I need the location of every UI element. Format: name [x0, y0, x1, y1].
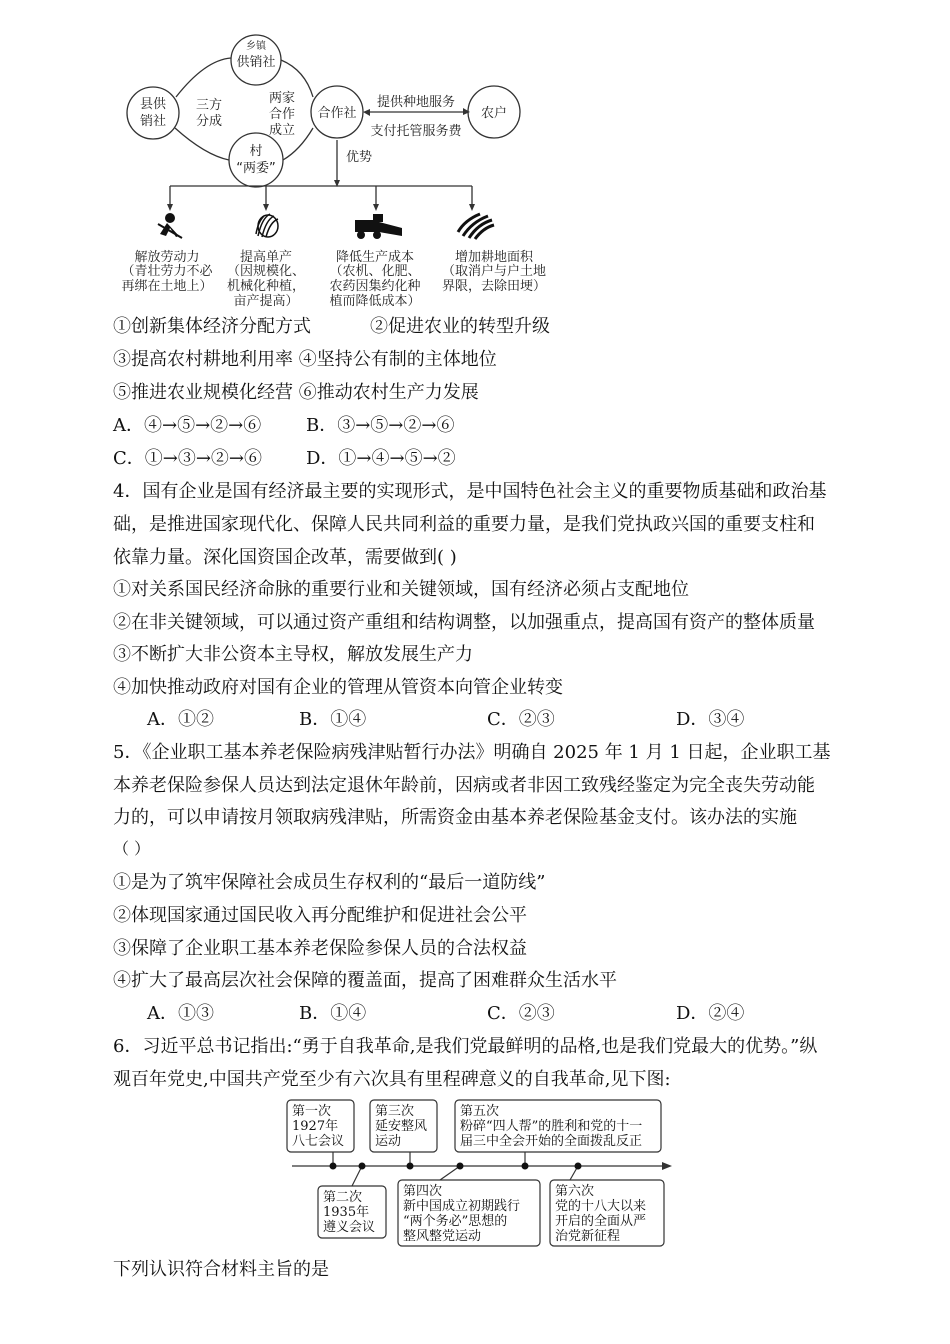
adv1-title: 解放劳动力 — [134, 250, 200, 265]
adv2-title: 提高单产 — [239, 250, 293, 265]
timeline-5-b: 粉碎“四人帮”的胜利和党的十一 — [460, 1119, 643, 1134]
q3-option-a[interactable]: A．④→⑤→②→⑥ — [113, 415, 262, 436]
machine-icon — [355, 214, 402, 239]
q4-option-b[interactable]: B．①④ — [299, 709, 367, 730]
q4-statement-4: ④加快推动政府对国有企业的管理从管资本向管企业转变 — [113, 677, 563, 698]
timeline-4-b: 新中国成立初期践行 — [403, 1199, 521, 1214]
q4-statement-1: ①对关系国民经济命脉的重要行业和关键领域，国有经济必须占支配地位 — [113, 579, 689, 600]
timeline-3-c: 运动 — [375, 1134, 402, 1149]
timeline-arrow — [662, 1162, 672, 1170]
farmland-icon — [458, 214, 494, 239]
q3-statement-2: ②促进农业的转型升级 — [370, 316, 550, 337]
adv3-line2: 农药因集约化种 — [329, 279, 421, 294]
timeline-dot-2 — [359, 1163, 366, 1170]
timeline-dot-3 — [407, 1163, 414, 1170]
town-label: 供销社 — [236, 55, 276, 70]
q3-statement-3: ③提高农村耕地利用率 ④坚持公有制的主体地位 — [113, 349, 497, 370]
timeline-6-d: 治党新征程 — [555, 1229, 621, 1244]
q6-prompt: 下列认识符合材料主旨的是 — [113, 1259, 329, 1280]
grain-icon — [256, 214, 278, 237]
timeline-4-d: 整风整党运动 — [403, 1229, 482, 1244]
farmer-label: 农户 — [480, 106, 508, 121]
q4-statement-2: ②在非关键领域，可以通过资产重组和结构调整，以加强重点，提高国有资产的整体质量 — [113, 612, 815, 633]
county-coop-node — [127, 87, 179, 139]
adv4-line1: （取消户与户土地 — [441, 264, 547, 279]
timeline-3-b: 延安整风 — [375, 1119, 428, 1134]
adv3-line3: 植而降低成本） — [329, 294, 421, 309]
worker-icon — [158, 213, 182, 238]
three-party-2: 分成 — [195, 114, 223, 129]
q5-statement-2: ②体现国家通过国民收入再分配维护和促进社会公平 — [113, 905, 527, 926]
two-party-3: 成立 — [268, 123, 296, 138]
timeline-dot-5 — [522, 1163, 529, 1170]
q4-option-c[interactable]: C．②③ — [487, 709, 555, 730]
q5-statement-3: ③保障了企业职工基本养老保险参保人员的合法权益 — [113, 938, 527, 959]
timeline-5-c: 届三中全会开始的全面拨乱反正 — [460, 1134, 643, 1149]
timeline-1-c: 八七会议 — [292, 1134, 345, 1149]
adv3-line1: （农机、化肥、 — [329, 264, 421, 279]
q5-stem-2: 本养老保险参保人员达到法定退休年龄前，因病或者非因工致残经鉴定为完全丧失劳动能 — [113, 775, 815, 796]
adv3-title: 降低生产成本 — [335, 250, 415, 265]
two-party-1: 两家 — [268, 91, 296, 106]
timeline-4-a: 第四次 — [403, 1184, 443, 1199]
q3-option-b[interactable]: B．③→⑤→②→⑥ — [306, 415, 455, 436]
timeline-2-c: 遵义会议 — [323, 1220, 376, 1235]
q6-stem-2: 观百年党史,中国共产党至少有六次具有里程碑意义的自我革命,见下图: — [113, 1069, 671, 1090]
q5-stem-1: 5．《企业职工基本养老保险病残津贴暂行办法》明确自 2025 年 1 月 1 日起，企业职工基 — [113, 742, 831, 763]
q5-statement-1: ①是为了筑牢保障社会成员生存权利的“最后一道防线” — [113, 872, 546, 893]
q5-statement-4: ④扩大了最高层次社会保障的覆盖面，提高了困难群众生活水平 — [113, 970, 617, 991]
q5-stem-4: （ ） — [113, 839, 151, 858]
timeline-2-a: 第二次 — [323, 1190, 363, 1205]
q4-stem-2: 础，是推进国家现代化、保障人民共同利益的重要力量，是我们党执政兴国的重要支柱和 — [113, 514, 815, 535]
q3-statement-4: ⑤推进农业规模化经营 ⑥推动农村生产力发展 — [113, 382, 479, 403]
timeline-4-c: “两个务必”思想的 — [403, 1214, 508, 1229]
q5-option-a[interactable]: A．①③ — [147, 1003, 214, 1024]
village-label-1: 村 — [249, 144, 263, 159]
timeline-2-b: 1935年 — [323, 1205, 370, 1220]
adv1-line2: 再绑在土地上） — [121, 279, 213, 294]
adv4-title: 增加耕地面积 — [454, 250, 534, 265]
q4-option-a[interactable]: A．①② — [147, 709, 214, 730]
q3-option-d[interactable]: D．①→④→⑤→② — [306, 448, 456, 469]
adv2-line2: 机械化种植， — [226, 279, 306, 294]
pay-label: 支付托管服务费 — [370, 124, 462, 139]
village-committee-node — [229, 133, 283, 187]
q5-option-d[interactable]: D．②④ — [676, 1003, 745, 1024]
timeline-1-a: 第一次 — [292, 1104, 332, 1119]
q5-option-c[interactable]: C．②③ — [487, 1003, 555, 1024]
village-label-2: “两委” — [236, 161, 276, 176]
timeline-dot-4 — [457, 1163, 464, 1170]
q4-stem-3: 依靠力量。深化国资国企改革，需要做到( ) — [113, 547, 457, 568]
adv1-line1: （青壮劳力不必 — [121, 264, 213, 279]
adv4-line2: 界限，去除田埂） — [441, 279, 547, 294]
timeline-dot-1 — [330, 1163, 337, 1170]
town-label-top: 乡镇 — [246, 41, 266, 52]
timeline-3-a: 第三次 — [375, 1104, 415, 1119]
q3-option-c[interactable]: C．①→③→②→⑥ — [113, 448, 263, 469]
timeline-1-b: 1927年 — [292, 1119, 339, 1134]
timeline-5-a: 第五次 — [460, 1104, 500, 1119]
timeline-6-a: 第六次 — [555, 1184, 595, 1199]
adv2-line3: 亩产提高） — [233, 294, 299, 309]
advantage-label: 优势 — [345, 150, 373, 165]
timeline-dot-6 — [575, 1163, 582, 1170]
q4-stem-1: 4．国有企业是国有经济最主要的实现形式，是中国特色社会主义的重要物质基础和政治基 — [113, 481, 827, 502]
q5-option-b[interactable]: B．①④ — [299, 1003, 367, 1024]
county-label-1: 县供 — [139, 97, 167, 112]
two-party-2: 合作 — [268, 107, 296, 122]
q4-option-d[interactable]: D．③④ — [676, 709, 745, 730]
provide-label: 提供种地服务 — [376, 95, 456, 110]
three-party-1: 三方 — [195, 98, 223, 113]
timeline-6-b: 党的十八大以来 — [555, 1199, 647, 1214]
county-label-2: 销社 — [139, 114, 167, 129]
timeline-6-c: 开启的全面从严 — [555, 1214, 647, 1229]
timeline-diagram — [0, 1094, 950, 1254]
q3-statement-1: ①创新集体经济分配方式 — [113, 316, 311, 337]
q4-statement-3: ③不断扩大非公资本主导权，解放发展生产力 — [113, 644, 473, 665]
q6-stem-1: 6．习近平总书记指出:“勇于自我革命,是我们党最鲜明的品格,也是我们党最大的优势。”纵 — [113, 1036, 818, 1057]
adv2-line1: （因规模化、 — [226, 264, 306, 279]
coop-label: 合作社 — [317, 106, 357, 121]
cooperative-diagram — [0, 0, 950, 320]
q5-stem-3: 力的，可以申请按月领取病残津贴，所需资金由基本养老保险基金支付。该办法的实施 — [113, 807, 797, 828]
